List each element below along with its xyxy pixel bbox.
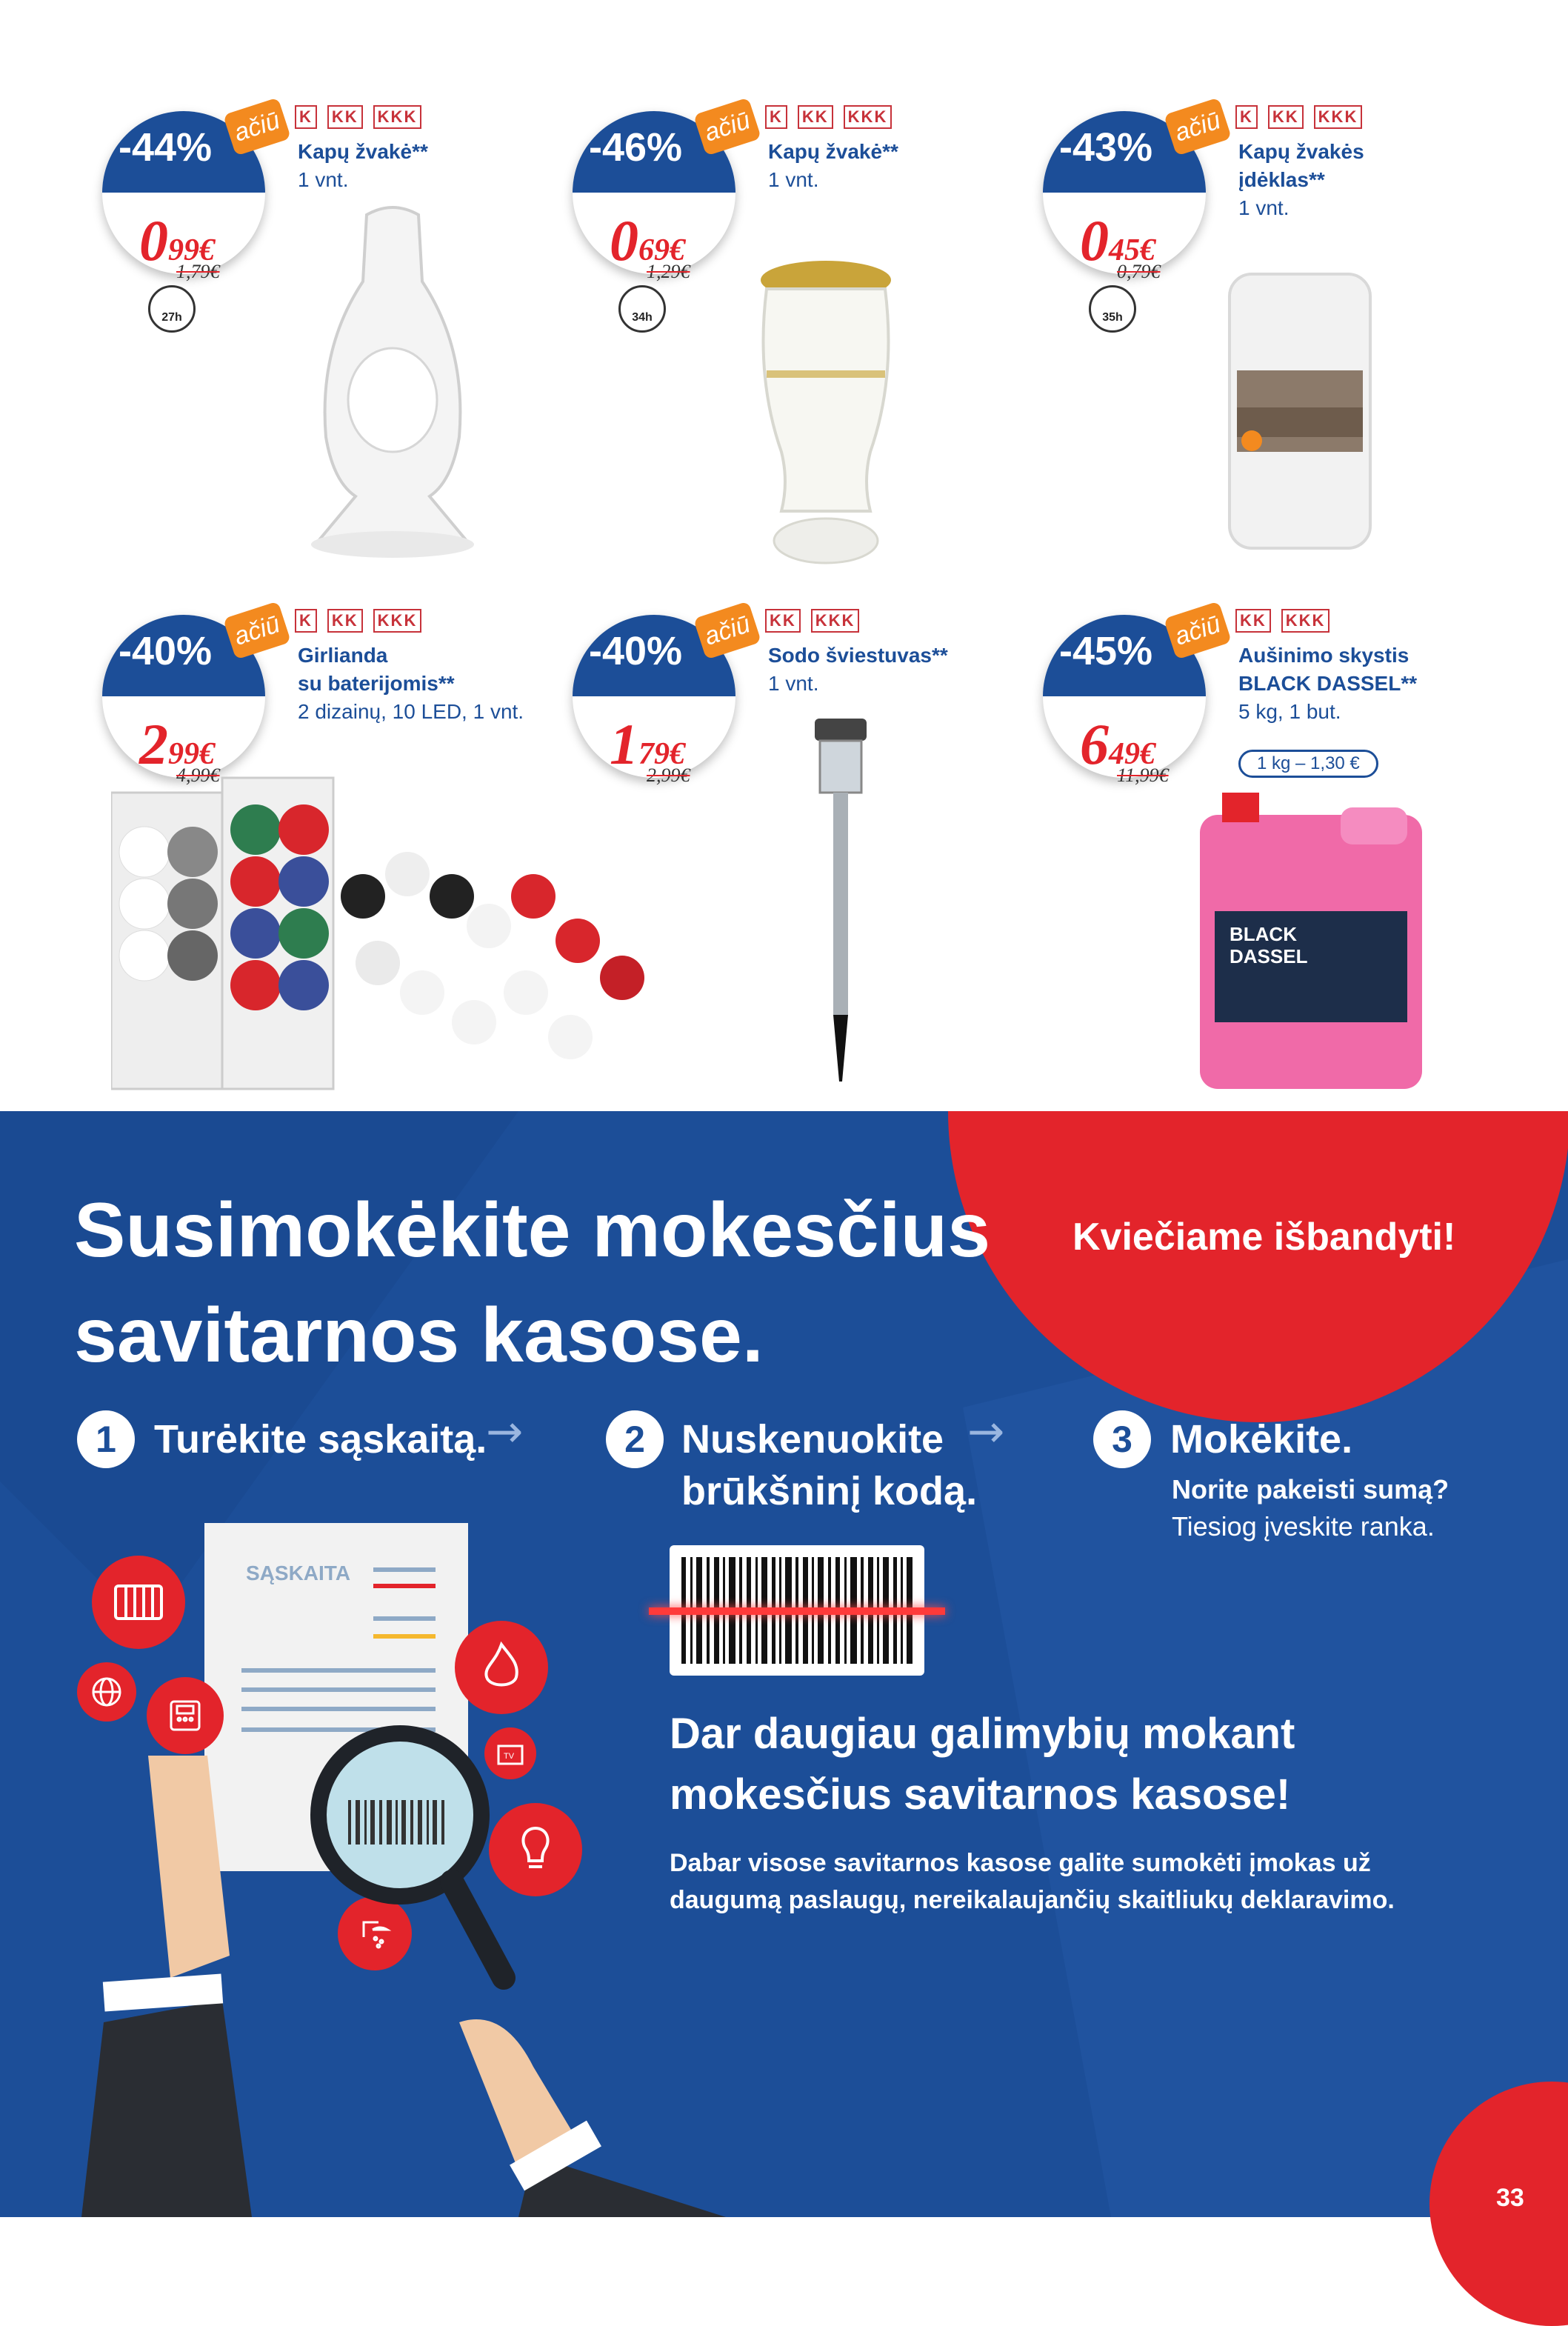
- aciu-tag: ačiū: [223, 97, 291, 156]
- price: 069€: [610, 208, 685, 273]
- svg-text:DASSEL: DASSEL: [1230, 945, 1308, 967]
- aciu-tag: ačiū: [693, 97, 761, 156]
- burn-time-icon: 35h: [1089, 285, 1136, 333]
- globe-icon: [77, 1662, 136, 1722]
- product-name: Sodo šviestuvas** 1 vnt.: [768, 644, 948, 695]
- price: 099€: [139, 208, 215, 273]
- discount-label: -40%: [589, 629, 683, 673]
- discount-label: -46%: [589, 125, 683, 170]
- arrow-right-icon: →: [486, 1406, 524, 1458]
- arrow-right-icon: →: [967, 1406, 1005, 1458]
- hint-question: Norite pakeisti sumą?: [1172, 1474, 1449, 1504]
- rating-stars: K KK KKK: [295, 609, 421, 633]
- product-name: Aušinimo skystis BLACK DASSEL** 5 kg, 1 but.: [1238, 644, 1418, 723]
- price: 045€: [1080, 208, 1155, 273]
- grave-candle-image: [296, 200, 489, 563]
- aciu-tag: ačiū: [223, 601, 291, 659]
- step-1-number: 1: [77, 1410, 135, 1468]
- unit-price-pill: 1 kg – 1,30 €: [1238, 750, 1378, 778]
- product-name: Kapų žvakės įdėklas** 1 vnt.: [1238, 140, 1364, 219]
- page-number: 33: [1496, 2184, 1524, 2212]
- product-card-3: [1037, 89, 1541, 622]
- aciu-tag: ačiū: [693, 601, 761, 659]
- old-price: 0,79€: [1117, 261, 1161, 282]
- candle-insert-image: [1222, 259, 1378, 556]
- step-1-label: Turėkite sąskaitą.: [154, 1417, 487, 1462]
- coolant-canister-image: [1192, 785, 1429, 1096]
- aciu-tag: ačiū: [1164, 97, 1232, 156]
- step-2-number: 2: [606, 1410, 664, 1468]
- rating-stars: K KK KKK: [765, 105, 892, 129]
- more-options-text: Dabar visose savitarnos kasose galite sumokėti įmokas už daugumą paslaugų, nereikalaujančių skaitliukų deklaravimo.: [670, 1849, 1395, 1914]
- svg-text:BLACK: BLACK: [1230, 923, 1297, 945]
- old-price: 2,99€: [647, 764, 690, 786]
- product-name: Kapų žvakė** 1 vnt.: [298, 140, 428, 191]
- old-price: 4,99€: [176, 764, 220, 786]
- scan-line: [649, 1607, 945, 1615]
- more-options-title: Dar daugiau galimybių mokant mokesčius savitarnos kasose!: [670, 1710, 1295, 1819]
- rating-stars: K KK KKK: [1235, 105, 1362, 129]
- rating-stars: KK KKK: [765, 609, 859, 633]
- product-name: Kapų žvakė** 1 vnt.: [768, 140, 898, 191]
- burn-time-icon: 27h: [148, 285, 196, 333]
- invoice-title: SĄSKAITA: [246, 1562, 351, 1584]
- promo-title: Susimokėkite mokesčius savitarnos kasose.: [74, 1187, 991, 1379]
- step-3-number: 3: [1093, 1410, 1151, 1468]
- product-name: Girlianda su baterijomis** 2 dizainų, 10 LED, 1 vnt.: [298, 644, 524, 723]
- old-price: 1,79€: [176, 261, 220, 282]
- price: 649€: [1080, 712, 1155, 776]
- garden-light-image: [804, 711, 878, 1096]
- rating-stars: KK KKK: [1235, 609, 1330, 633]
- radiator-icon: [92, 1556, 185, 1649]
- aciu-tag: ačiū: [1164, 601, 1232, 659]
- discount-label: -43%: [1059, 125, 1153, 170]
- grave-candle-image: [752, 259, 900, 570]
- price: 299€: [139, 712, 215, 776]
- hint-answer: Tiesiog įveskite ranka.: [1172, 1511, 1435, 1542]
- self-service-promo: [0, 1111, 1568, 2217]
- product-card-5: [567, 593, 1070, 1126]
- flame-icon: [455, 1621, 548, 1714]
- svg-text:TV: TV: [504, 1752, 515, 1761]
- phone-icon: [147, 1677, 224, 1754]
- old-price: 1,29€: [647, 261, 690, 282]
- discount-label: -40%: [119, 629, 213, 673]
- step-3-label: Mokėkite.: [1170, 1417, 1353, 1462]
- discount-label: -44%: [119, 125, 213, 170]
- price: 179€: [610, 712, 685, 776]
- try-label: Kviečiame išbandyti!: [1072, 1216, 1456, 1259]
- step-2-label: Nuskenuokite brūkšninį kodą.: [681, 1417, 978, 1513]
- product-card-1: [96, 89, 600, 622]
- hands-illustration: [59, 1756, 726, 2217]
- old-price: 11,99€: [1117, 764, 1169, 786]
- product-card-2: [567, 89, 1070, 622]
- rating-stars: K KK KKK: [295, 105, 421, 129]
- product-card-6: [1037, 593, 1541, 1126]
- burn-time-icon: 34h: [618, 285, 666, 333]
- discount-label: -45%: [1059, 629, 1153, 673]
